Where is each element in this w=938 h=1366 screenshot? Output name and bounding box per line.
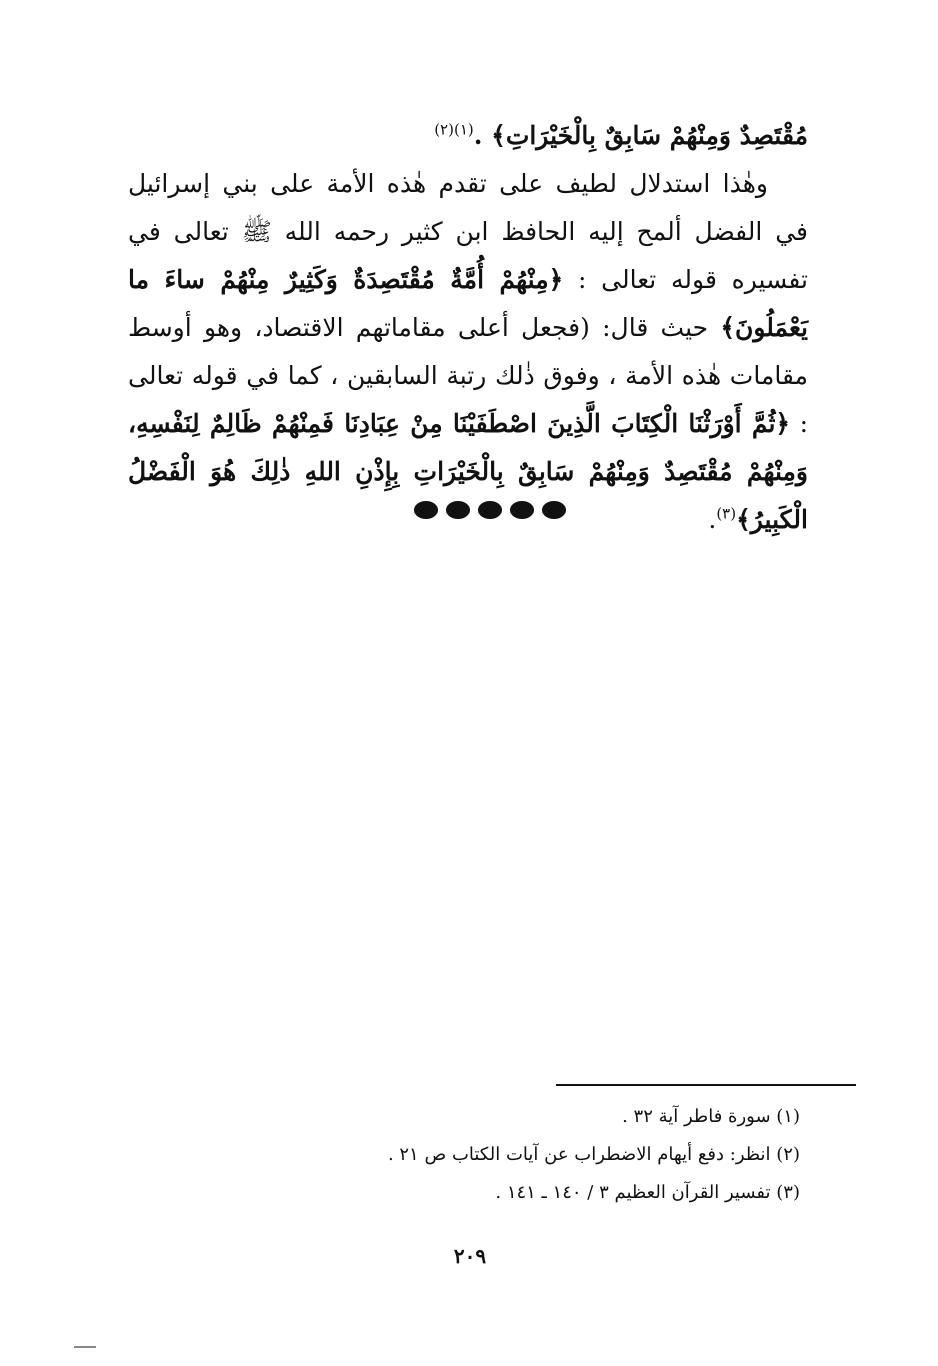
quran-verse-fragment: مُقْتَصِدٌ وَمِنْهُمْ سَابِقٌ بِالْخَيْرَاتِ [505,121,808,150]
quran-verse-1: ﴿مِنْهُمْ أُمَّةٌ مُقْتَصِدَةٌ وَكَثِيرٌ مِنْهُمْ ساءَ ما يَعْمَلُونَ﴾ [128,265,808,342]
footnote-3: (٣) تفسير القرآن العظيم ٣ / ١٤٠ ـ ١٤١ . [495,1182,800,1203]
footnotes [300,1098,800,1212]
quran-verse-2: ﴿ثُمَّ أَوْرَثْنَا الْكِتَابَ الَّذِينَ اصْطَفَيْنَا مِنْ عِبَادِنَا فَمِنْهُمْ ظَالِمٌ لِنَفْسِهِ، وَمِنْهُمْ مُقْتَصِدٌ وَمِنْهُمْ سَابِقٌ بِالْخَيْرَاتِ بِإِذْنِ اللهِ ذٰلِكَ هُوَ الْفَضْلُ الْكَبِيرُ﴾ [128,409,808,534]
verse-close-bracket: ﴾ . [473,121,506,150]
separator-dot-icon [478,501,502,519]
separator-dot-icon [510,501,534,519]
footnote-divider [556,1084,856,1086]
separator-dot-icon [446,501,470,519]
scan-mark [74,1346,96,1348]
footnote-reference: (١)(٢) [434,120,474,139]
separator-dot-icon [414,501,438,519]
continued-verse-line [128,112,808,160]
footnote-reference: (٣) [716,504,737,523]
footnote-2: (٢) انظر: دفع أيهام الاضطراب عن آيات الكتاب ص ٢١ . [387,1144,800,1165]
separator-dot-icon [542,501,566,519]
main-paragraph [128,160,808,544]
main-text [128,112,808,544]
paragraph-middle: حيث قال: (فجعل أعلى مقاماتهم الاقتصاد، وهو أوسط مقامات هٰذه الأمة ، وفوق ذٰلك رتبة السابقين ، كما في قوله تعالى : [128,313,809,438]
paragraph-end: . [708,505,717,534]
page-number: ٢٠٩ [453,1244,487,1268]
section-separator [414,498,566,522]
paragraph-intro: وهٰذا استدلال لطيف على تقدم هٰذه الأمة على بني إسرائيل في الفضل ألمح إليه الحافظ ابن كثير رحمه الله ﷺ تعالى في تفسيره قوله تعالى : [128,169,808,294]
footnote-1: (١) سورة فاطر آية ٣٢ . [622,1106,800,1127]
